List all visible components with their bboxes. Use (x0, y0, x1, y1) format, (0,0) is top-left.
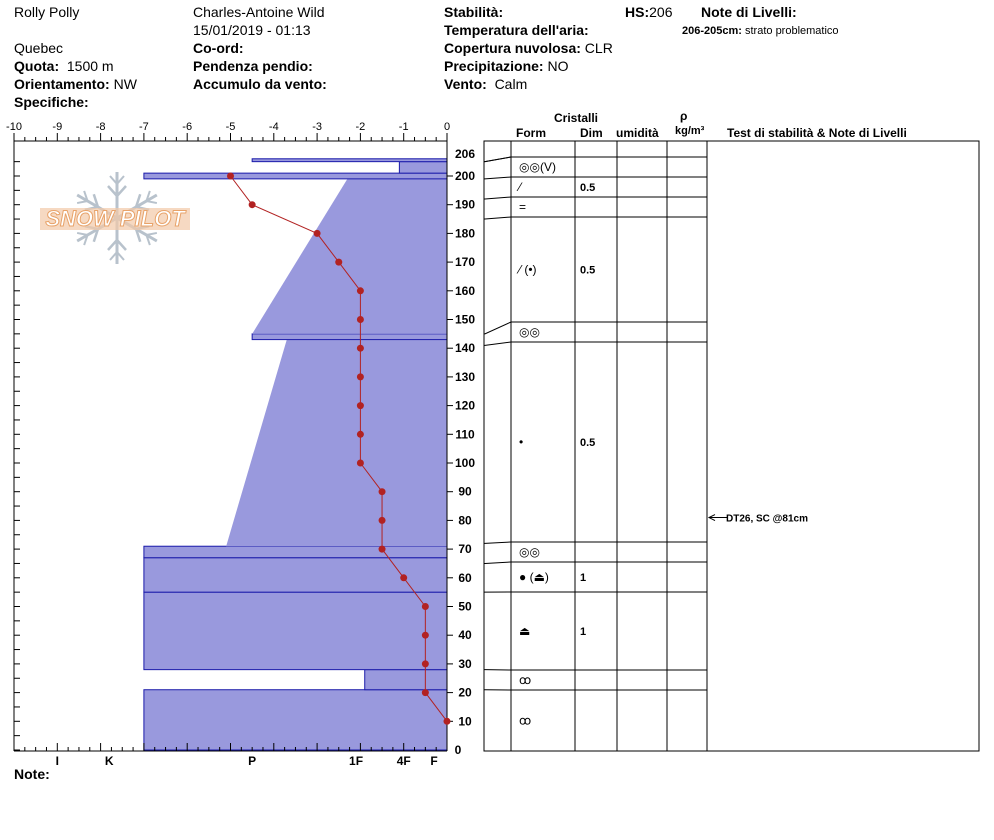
temp-tick-label: -8 (95, 121, 106, 133)
temp-tick-label: -2 (355, 121, 366, 133)
layer-connector (484, 542, 511, 543)
temperature-point (227, 173, 234, 180)
hardness-bar (252, 179, 447, 334)
layer-form: ◎◎(V) (519, 160, 556, 174)
watermark-text: SNOW PILOT (45, 206, 185, 231)
temperature-point (357, 373, 364, 380)
temperature-point (400, 574, 407, 581)
layer-size: 1 (580, 626, 587, 638)
layer-form: ● (⏏) (519, 570, 549, 584)
layer-size: 0.5 (580, 264, 596, 277)
temp-aria-label: Temperatura dell'aria: (444, 22, 589, 38)
hardness-label: F (430, 754, 438, 768)
height-tick-label: 160 (454, 283, 476, 298)
col-dim: Dim (580, 126, 603, 140)
orientamento-value: NW (113, 76, 137, 92)
hardness-label: P (248, 754, 257, 768)
hardness-bar (144, 592, 447, 669)
note-livelli-text: strato problematico (745, 25, 839, 37)
precipitazione-value: NO (547, 58, 569, 74)
layer-form: = (519, 200, 527, 214)
temperature-point (422, 603, 429, 610)
temperature-point (422, 632, 429, 639)
hardness-bar (144, 173, 447, 179)
col-test: Test di stabilità & Note di Livelli (727, 126, 907, 140)
temp-tick-label: -9 (52, 121, 63, 133)
hs-value: 206 (649, 4, 673, 20)
height-tick-label: 200 (454, 169, 476, 183)
height-tick-label: 140 (454, 341, 476, 356)
height-tick-label: 10 (458, 714, 472, 729)
temperature-point (422, 689, 429, 696)
note-livelli-range: 206-205cm: (682, 25, 742, 37)
temperature-point (379, 546, 386, 553)
vento-value: Calm (494, 76, 528, 92)
precipitazione-label: Precipitazione: (444, 58, 544, 74)
height-tick-label: 80 (458, 513, 472, 528)
layer-connector (484, 562, 511, 563)
specifiche-label: Specifiche: (14, 94, 89, 110)
datetime: 15/01/2019 - 01:13 (193, 22, 311, 38)
height-zero-label: 0 (454, 743, 462, 757)
layer-form: ⁄ (•) (519, 262, 537, 277)
temperature-point (357, 460, 364, 467)
height-tick-label: 30 (458, 656, 472, 671)
region: Quebec (14, 40, 64, 56)
col-rho: ρ (680, 109, 688, 123)
layer-connector (484, 157, 511, 162)
observer: Charles-Antoine Wild (193, 4, 325, 20)
height-tick-label: 170 (454, 255, 476, 270)
temp-tick-label: 0 (443, 121, 451, 133)
layer-connector (484, 322, 511, 334)
temperature-point (357, 345, 364, 352)
height-tick-label: 90 (458, 484, 472, 499)
layer-form: ⏏ (519, 624, 531, 638)
coord-label: Co-ord: (193, 40, 244, 56)
layer-connector (484, 177, 511, 179)
temp-tick-label: -3 (312, 121, 322, 133)
col-rho-unit: kg/m³ (675, 125, 705, 137)
temperature-point (379, 517, 386, 524)
temp-tick-label: -10 (6, 121, 22, 133)
layer-form: • (519, 435, 524, 449)
layer-size: 0.5 (580, 437, 596, 449)
accumulo-label: Accumulo da vento: (193, 76, 327, 92)
test-column (707, 141, 979, 751)
note-livelli-label: Note di Livelli: (701, 4, 797, 20)
height-tick-label: 100 (454, 456, 476, 470)
temperature-point (249, 201, 256, 208)
temperature-point (357, 402, 364, 409)
height-tick-label: 120 (454, 398, 476, 413)
location-name: Rolly Polly (14, 4, 80, 20)
hardness-bar (144, 690, 447, 750)
height-tick-label: 190 (454, 197, 476, 212)
height-tick-label: 50 (458, 599, 472, 614)
hardness-bar (399, 162, 447, 173)
height-tick-label: 110 (455, 427, 475, 442)
temp-tick-label: -6 (182, 121, 193, 133)
hardness-label: K (104, 754, 114, 768)
hardness-bar (252, 159, 447, 162)
temperature-point (422, 660, 429, 667)
hardness-bar (365, 670, 447, 690)
col-umidita: umidità (616, 126, 659, 140)
temperature-point (444, 718, 451, 725)
layer-form: ꝏ (519, 713, 532, 728)
col-cristalli: Cristalli (554, 111, 599, 125)
layer-connector (484, 217, 511, 219)
temp-tick-label: -7 (139, 121, 149, 133)
height-tick-label: 150 (454, 312, 476, 327)
hardness-bar (226, 340, 447, 547)
height-tick-label: 180 (454, 226, 476, 241)
temperature-point (379, 488, 386, 495)
crystal-table (484, 141, 707, 751)
height-tick-label: 20 (458, 685, 472, 700)
temp-tick-label: -5 (225, 121, 236, 133)
height-tick-label: 70 (458, 542, 472, 557)
pendenza-label: Pendenza pendio: (193, 58, 313, 74)
orientamento-label: Orientamento: (14, 76, 110, 92)
height-tick-label: 60 (458, 570, 472, 585)
temperature-point (357, 431, 364, 438)
layer-form: ⁄ (519, 180, 522, 194)
hardness-bar (144, 546, 447, 557)
col-form: Form (516, 126, 546, 140)
hs-label: HS: (625, 4, 650, 20)
layer-size: 1 (580, 572, 587, 584)
note-label: Note: (14, 766, 50, 782)
vento-label: Vento: (444, 76, 487, 92)
stabilita-label: Stabilità: (444, 4, 504, 20)
height-tick-label: 40 (458, 628, 472, 643)
copertura-value: CLR (584, 40, 613, 56)
hardness-bar (252, 334, 447, 340)
quota-value: 1500 m (66, 58, 114, 74)
layer-connector (484, 197, 511, 199)
layer-size: 0.5 (580, 182, 596, 194)
hardness-label: I (55, 754, 59, 768)
temperature-point (314, 230, 321, 237)
temp-tick-label: -4 (268, 121, 279, 133)
hardness-label: 4F (396, 754, 411, 768)
layer-form: ◎◎ (519, 545, 540, 559)
temperature-point (335, 259, 342, 266)
height-top-label: 206 (454, 146, 476, 161)
temp-tick-label: -1 (398, 121, 409, 133)
layer-form: ◎◎ (519, 325, 540, 339)
hardness-label: 1F (349, 754, 364, 768)
temperature-point (357, 316, 364, 323)
temperature-point (357, 287, 364, 294)
stability-test-label: DT26, SC @81cm (726, 513, 809, 525)
layer-form: ꝏ (519, 673, 532, 687)
copertura-label: Copertura nuvolosa: (444, 40, 581, 56)
quota-label: Quota: (14, 58, 60, 74)
layer-connector (484, 342, 511, 345)
height-tick-label: 130 (454, 369, 476, 384)
